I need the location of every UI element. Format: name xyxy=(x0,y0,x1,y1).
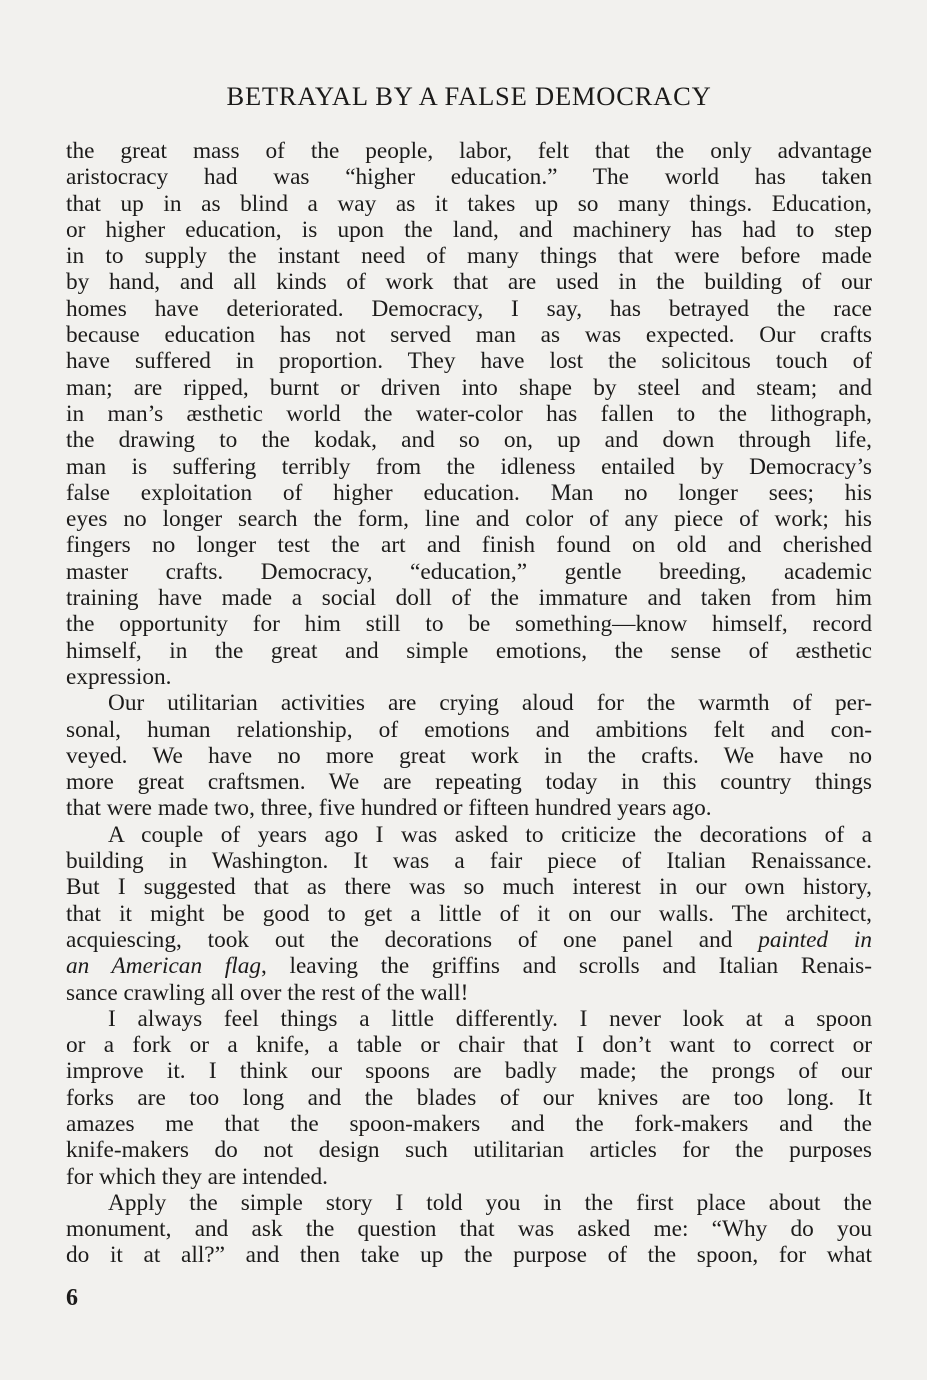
running-head: BETRAYAL BY A FALSE DEMOCRACY xyxy=(226,81,712,111)
text-line: by hand, and all kinds of work that are used in the building of our xyxy=(66,269,872,296)
italic-text: an American flag xyxy=(66,953,261,980)
text-line: A couple of years ago I was asked to criticize the decorations of a xyxy=(108,821,872,848)
italic-text: painted in xyxy=(758,926,873,953)
text-line: But I suggested that as there was so much interest in our own history, xyxy=(66,874,872,901)
text-line: building in Washington. It was a fair piece of Italian Renaissance. xyxy=(66,848,872,875)
text-line xyxy=(66,927,872,953)
text-line: master crafts. Democracy, “education,” gentle breeding, academic xyxy=(66,558,872,585)
text-line: because education has not served man as was expected. Our crafts xyxy=(66,322,872,349)
text-line: I always feel things a little differently. I never look at a spoon xyxy=(108,1005,872,1032)
text-segment: acquiescing, took out the decorations of one panel and xyxy=(66,926,759,953)
text-line: in to supply the instant need of many things that were before made xyxy=(66,243,872,270)
text-line: more great craftsmen. We are repeating today in this country things xyxy=(66,769,872,796)
text-line: Our utilitarian activities are crying aloud for the warmth of per- xyxy=(108,690,872,717)
page-number: 6 xyxy=(66,1285,78,1311)
text-segment: , leaving the griffins and scrolls and Italian Renais- xyxy=(261,953,872,980)
text-line: man; are ripped, burnt or driven into shape by steel and steam; and xyxy=(66,374,872,401)
text-line: himself, in the great and simple emotions, the sense of æsthetic xyxy=(66,637,872,664)
text-line: that up in as blind a way as it takes up so many things. Education, xyxy=(66,190,872,217)
text-line: for which they are intended. xyxy=(66,1163,328,1190)
text-line: knife-makers do not design such utilitarian articles for the purposes xyxy=(66,1137,872,1164)
text-line: aristocracy had was “higher education.” The world has taken xyxy=(66,164,872,191)
text-line: that it might be good to get a little of it on our walls. The architect, xyxy=(66,900,872,927)
text-line: or a fork or a knife, a table or chair that I don’t want to correct or xyxy=(66,1032,872,1059)
text-line: amazes me that the spoon-makers and the fork-makers and the xyxy=(66,1110,872,1137)
text-line: training have made a social doll of the immature and taken from him xyxy=(66,585,872,612)
text-line: man is suffering terribly from the idleness entailed by Democracy’s xyxy=(66,453,872,480)
text-line: sance crawling all over the rest of the wall! xyxy=(66,979,469,1006)
text-line: monument, and ask the question that was asked me: “Why do you xyxy=(66,1216,872,1243)
text-line: in man’s æsthetic world the water-color has fallen to the lithograph, xyxy=(66,400,872,427)
text-line: do it at all?” and then take up the purpose of the spoon, for what xyxy=(66,1242,872,1269)
text-line: improve it. I think our spoons are badly made; the prongs of our xyxy=(66,1058,872,1085)
text-line: forks are too long and the blades of our knives are too long. It xyxy=(66,1084,872,1111)
text-line: homes have deteriorated. Democracy, I say, has betrayed the race xyxy=(66,295,872,322)
text-line: veyed. We have no more great work in the crafts. We have no xyxy=(66,742,872,769)
text-line: that were made two, three, five hundred or fifteen hundred years ago. xyxy=(66,795,712,822)
text-line: have suffered in proportion. They have lost the solicitous touch of xyxy=(66,348,872,375)
text-line: expression. xyxy=(66,663,172,690)
text-line: the great mass of the people, labor, felt that the only advantage xyxy=(66,138,872,164)
text-line: false exploitation of higher education. Man no longer sees; his xyxy=(66,479,872,506)
text-line: eyes no longer search the form, line and color of any piece of work; his xyxy=(66,506,872,533)
text-line: sonal, human relationship, of emotions and ambitions felt and con- xyxy=(66,716,872,743)
text-line: or higher education, is upon the land, and machinery has had to step xyxy=(66,216,872,243)
text-line: the drawing to the kodak, and so on, up and down through life, xyxy=(66,427,872,454)
text-line: Apply the simple story I told you in the first place about the xyxy=(108,1189,872,1216)
text-line: the opportunity for him still to be something—know himself, record xyxy=(66,611,872,638)
text-line xyxy=(66,953,872,979)
body-text xyxy=(66,138,872,1269)
text-line: fingers no longer test the art and finish found on old and cherished xyxy=(66,532,872,559)
